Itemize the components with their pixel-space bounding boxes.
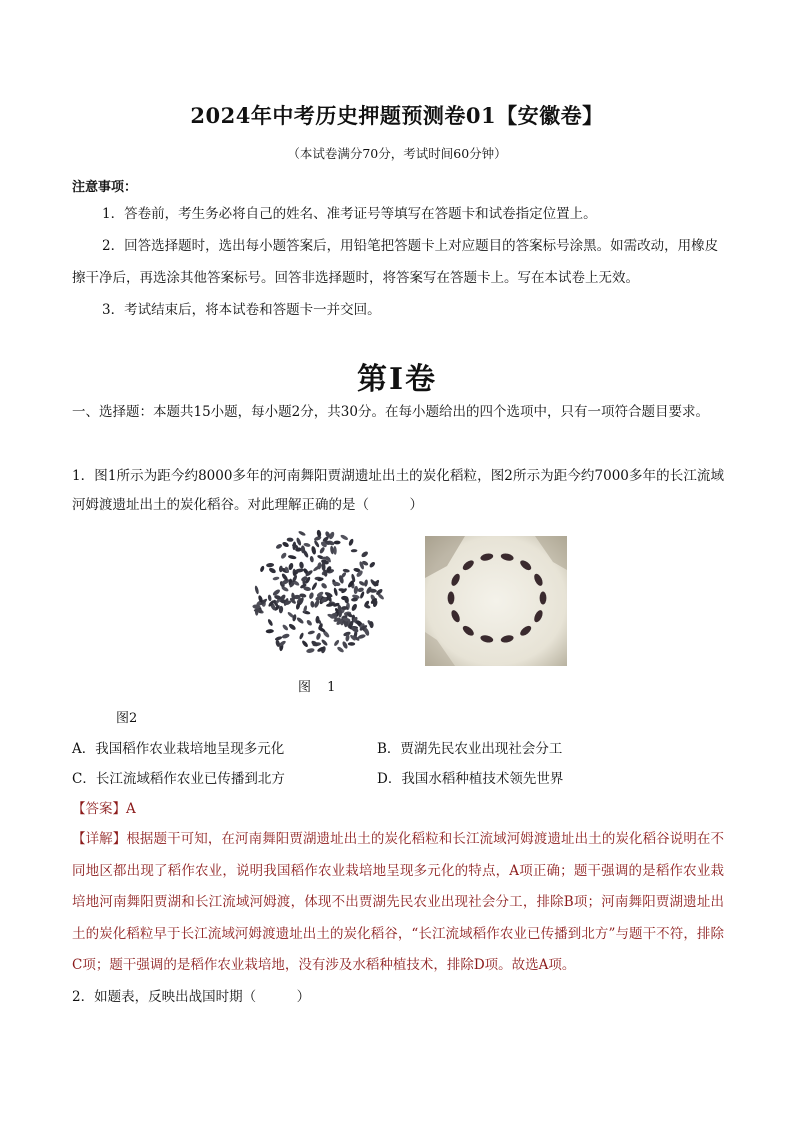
rice-grain: [306, 648, 315, 654]
rice-grain: [299, 561, 305, 568]
notice-item-3: 3．考试结束后，将本试卷和答题卡一并交回。: [102, 302, 381, 318]
rice-grain: [288, 562, 294, 570]
rice-grain: [348, 538, 354, 546]
rice-grain: [330, 546, 335, 555]
rice-grain: [267, 594, 271, 601]
option-b: B．贾湖先民农业出现社会分工: [377, 741, 563, 757]
rice-grain: [360, 550, 369, 558]
rice-grain: [274, 636, 282, 642]
rice-grain: [320, 582, 328, 590]
rice-grain: [313, 599, 320, 608]
rice-grain: [321, 639, 329, 647]
rice-grain: [296, 537, 302, 546]
figure-1-rice-grains: [246, 528, 389, 662]
rice-grain: [268, 567, 277, 575]
rice-grain: [310, 601, 315, 608]
rice-grain: [319, 546, 326, 554]
rice-grain: [266, 563, 274, 568]
rice-grain: [272, 576, 279, 580]
rice-grain: [342, 568, 349, 572]
notice-item-1: 1．答卷前，考生务必将自己的姓名、准考证号等填写在答题卡和试卷指定位置上。: [102, 206, 597, 222]
rice-grain: [308, 592, 314, 600]
rice-grain: [351, 603, 359, 612]
rice-grain: [311, 582, 318, 591]
rice-grain: [359, 591, 365, 599]
option-c: C．长江流域稻作农业已传播到北方: [72, 771, 285, 787]
rice-grain: [259, 565, 265, 572]
rice-grain: [299, 632, 305, 640]
rice-grain: [334, 540, 341, 544]
volume-heading: 第I卷: [356, 362, 438, 397]
rice-grain: [351, 549, 358, 553]
notice-heading: 注意事项：: [72, 180, 138, 195]
rice-grain: [282, 624, 289, 632]
rice-grain: [333, 587, 338, 596]
rice-grain: [348, 642, 355, 646]
rice-grain: [309, 556, 314, 563]
rice-grain: [279, 565, 283, 572]
rice-grain: [448, 592, 455, 605]
rice-grain: [340, 534, 349, 541]
rice-grain: [311, 546, 317, 555]
rice-grain: [280, 552, 287, 560]
rice-grain: [266, 629, 274, 634]
rice-grain: [296, 616, 305, 624]
option-a: A．我国稻作农业栽培地呈现多元化: [72, 741, 285, 757]
rice-grain: [315, 632, 321, 640]
rice-grain: [540, 592, 547, 605]
rice-grain: [341, 641, 348, 650]
question-1-stem: 1．图1所示为距今约8000多年的河南舞阳贾湖遗址出土的炭化稻粒，图2所示为距今约7000多年的长江流域河姆渡遗址出土的炭化稻谷。对此理解正确的是（ ）: [72, 468, 724, 513]
section-instruction: 一、选择题：本题共15小题，每小题2分，共30分。在每小题给出的四个选项中，只有一项符合题目要求。: [72, 404, 709, 420]
option-d: D．我国水稻种植技术领先世界: [377, 771, 564, 787]
question-2-stem: 2．如题表，反映出战国时期（ ）: [72, 989, 311, 1005]
rice-grain: [301, 640, 309, 648]
rice-grain: [254, 585, 259, 594]
answer-label: 【答案】A: [72, 801, 136, 817]
answer-detail: 【详解】根据题干可知，在河南舞阳贾湖遗址出土的炭化稻粒和长江流域河姆渡遗址出土的炭化稻谷说明在不同地区都出现了稻作农业，说明我国稻作农业栽培地呈现多元化的特点，A项正确；题干强调的是稻作农业栽培地河南舞阳贾湖和长江流域河姆渡，体现不出贾湖先民农业出现社会分工，排除B项；河南舞阳贾湖遗址出土的炭化稻粒早于长江流域河姆渡遗址出土的炭化稻谷，“长江流域稻作农业已传播到北方”与题干不符，排除C项；题干强调的是稻作农业栽培地，没有涉及水稻种植技术，排除D项。故选A项。: [72, 831, 724, 973]
figure-2-caption: 图2: [116, 711, 138, 726]
rice-grain: [336, 646, 344, 654]
figure-1-caption: 图 1: [298, 680, 342, 695]
rice-grain: [267, 618, 274, 626]
rice-grain: [364, 579, 369, 587]
rice-grains-image: [246, 528, 389, 662]
figure-2-rice-ring: [425, 536, 567, 666]
rice-grain: [306, 619, 313, 626]
rice-grain: [307, 630, 315, 635]
rice-grain: [282, 541, 290, 548]
rice-grain: [275, 543, 283, 550]
rice-grain: [298, 530, 306, 536]
rice-grain: [369, 561, 376, 569]
rice-grain: [287, 537, 294, 542]
rice-grain: [333, 639, 340, 647]
notice-item-2: 2．回答选择题时，选出每小题答案后，用铅笔把答题卡上对应题目的答案标号涂黑。如需改动，用橡皮擦干净后，再选涂其他答案标号。回答非选择题时，将答案写在答题卡上。写在本试卷上无效。: [72, 238, 719, 286]
rice-grain: [288, 554, 297, 559]
rice-grain: [288, 623, 297, 631]
page-subtitle: （本试卷满分70分，考试时间60分钟）: [287, 146, 507, 161]
rice-grain: [313, 540, 320, 548]
page-title: 2024年中考历史押题预测卷01【安徽卷】: [190, 103, 604, 128]
rice-grain: [316, 529, 322, 537]
rice-ring-image: [425, 536, 567, 666]
rice-grain: [281, 633, 290, 639]
